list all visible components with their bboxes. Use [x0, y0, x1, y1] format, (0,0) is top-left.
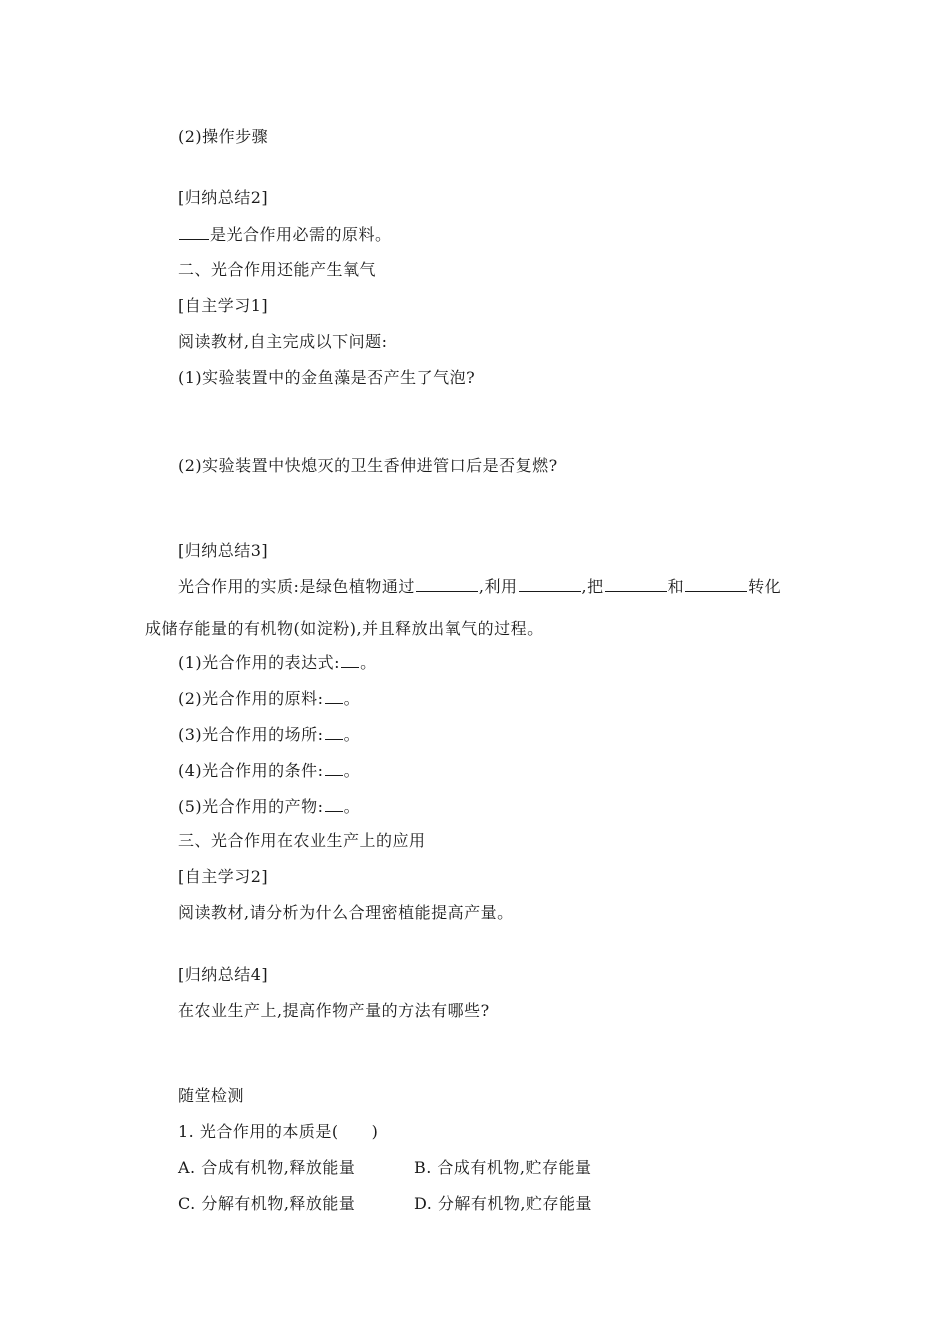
- option-b[interactable]: B. 合成有机物,贮存能量: [414, 1158, 592, 1177]
- item-4: [178, 760, 360, 782]
- item-2: [178, 688, 360, 710]
- item-5: [178, 796, 360, 818]
- fill-blank[interactable]: [325, 689, 343, 704]
- essence-part-c: ,把: [581, 577, 604, 596]
- fill-blank[interactable]: [341, 653, 359, 668]
- summary2-heading: [归纳总结2]: [178, 188, 269, 207]
- fill-blank[interactable]: [416, 577, 478, 592]
- essence-line-2: 成储存能量的有机物(如淀粉),并且释放出氧气的过程。: [145, 619, 544, 638]
- item-1: [178, 652, 377, 674]
- essence-part-e: 转化: [748, 577, 782, 596]
- fill-blank[interactable]: [325, 797, 343, 812]
- quiz-question-1: 1. 光合作用的本质是( ): [178, 1122, 379, 1141]
- selfstudy2-text: 阅读教材,请分析为什么合理密植能提高产量。: [178, 903, 514, 922]
- summary4-heading: [归纳总结4]: [178, 965, 269, 984]
- fill-blank[interactable]: [325, 725, 343, 740]
- item-1-label: (1)光合作用的表达式:: [178, 653, 341, 672]
- summary2-text: [178, 224, 392, 246]
- option-a[interactable]: A. 合成有机物,释放能量: [178, 1158, 356, 1177]
- fill-blank[interactable]: [179, 225, 209, 240]
- period: 。: [343, 797, 361, 816]
- essence-part-a: 光合作用的实质:是绿色植物通过: [178, 577, 415, 596]
- selfstudy1-heading: [自主学习1]: [178, 296, 269, 315]
- summary4-text: 在农业生产上,提高作物产量的方法有哪些?: [178, 1001, 490, 1020]
- item-4-label: (4)光合作用的条件:: [178, 761, 324, 780]
- option-c[interactable]: C. 分解有机物,释放能量: [178, 1194, 356, 1213]
- period: 。: [343, 689, 361, 708]
- selfstudy2-heading: [自主学习2]: [178, 867, 269, 886]
- step2-text: (2)操作步骤: [178, 127, 269, 146]
- selfstudy1-intro: 阅读教材,自主完成以下问题:: [178, 332, 388, 351]
- question-2: (2)实验装置中快熄灭的卫生香伸进管口后是否复燃?: [178, 456, 558, 475]
- question-1: (1)实验装置中的金鱼藻是否产生了气泡?: [178, 368, 476, 387]
- fill-blank[interactable]: [605, 577, 667, 592]
- item-3-label: (3)光合作用的场所:: [178, 725, 324, 744]
- period: 。: [360, 653, 377, 672]
- item-5-label: (5)光合作用的产物:: [178, 797, 324, 816]
- item-2-label: (2)光合作用的原料:: [178, 689, 324, 708]
- item-3: [178, 724, 360, 746]
- section2-title: 二、光合作用还能产生氧气: [178, 260, 377, 279]
- period: 。: [343, 761, 361, 780]
- period: 。: [343, 725, 361, 744]
- essence-part-d: 和: [667, 577, 685, 596]
- essence-line-1: [178, 576, 781, 598]
- quiz-heading: 随堂检测: [178, 1086, 245, 1105]
- essence-part-b: ,利用: [478, 577, 518, 596]
- summary3-heading: [归纳总结3]: [178, 541, 269, 560]
- summary2-sentence: 是光合作用必需的原料。: [210, 225, 392, 244]
- fill-blank[interactable]: [519, 577, 581, 592]
- fill-blank[interactable]: [325, 761, 343, 776]
- section3-title: 三、光合作用在农业生产上的应用: [178, 831, 426, 850]
- fill-blank[interactable]: [685, 577, 747, 592]
- option-d[interactable]: D. 分解有机物,贮存能量: [414, 1194, 593, 1213]
